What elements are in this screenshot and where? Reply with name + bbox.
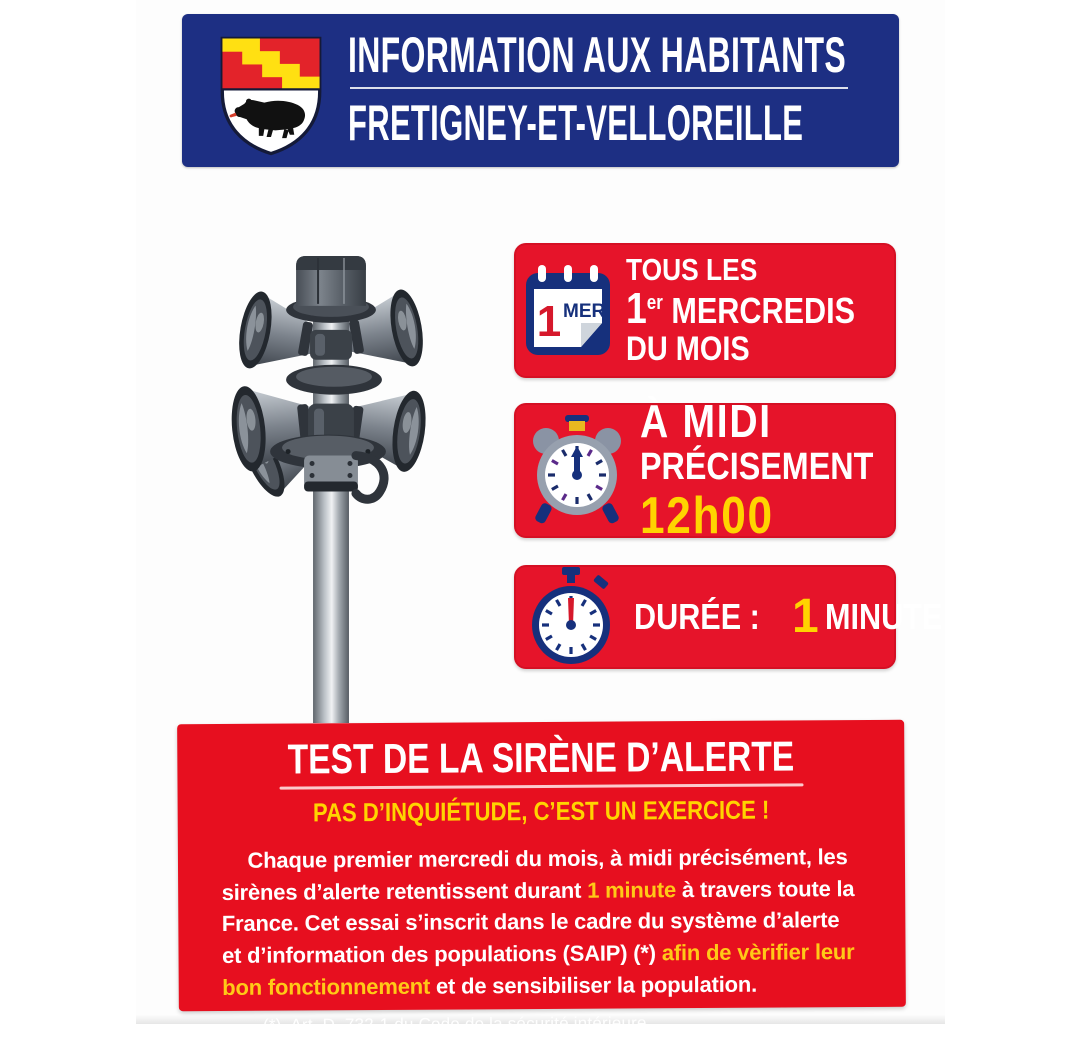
alert-footnote: (*). Art. D. 732-1 du Code de la sécurité intérieure. <box>262 1013 652 1036</box>
banner-text <box>348 28 893 150</box>
alert-title-text: TEST DE LA SIRÈNE D’ALERTE <box>287 732 795 783</box>
alert-paragraph <box>221 841 862 1003</box>
duration-label: DURÉE : <box>634 595 760 637</box>
paragraph-highlight-2: afin de vèrifier leur bon fonctionnement <box>222 939 855 1000</box>
pole-clamp <box>304 456 358 492</box>
when-line1: TOUS LES <box>626 252 758 288</box>
duration-value: 1 <box>792 590 819 643</box>
municipality-name <box>348 96 893 150</box>
calendar-icon <box>524 263 612 359</box>
paragraph-part-1: Chaque premier mercredi du mois, à midi précisément, les sirènes d’alerte retentissent durant <box>221 844 848 905</box>
upper-bracket-highlight <box>315 334 325 356</box>
calendar-weekday: MER <box>563 300 606 322</box>
alert-block <box>177 720 906 1036</box>
shield-chief-steps <box>222 38 319 89</box>
badge-time-text <box>640 397 914 544</box>
when-line2 <box>626 283 856 333</box>
municipality-name-text: FRETIGNEY-ET-VELLOREILLE <box>348 95 804 151</box>
poster-title <box>348 28 893 82</box>
siren-pole-illustration <box>184 244 484 723</box>
paragraph-highlight-1: 1 minute <box>587 876 677 903</box>
badge-duration <box>514 565 943 669</box>
banner-divider <box>350 87 848 89</box>
alert-subtitle <box>178 794 905 829</box>
badge-time <box>514 395 896 545</box>
badge-when-text <box>626 253 895 367</box>
poster-title-text: INFORMATION AUX HABITANTS <box>348 27 847 83</box>
poster <box>136 0 945 1036</box>
stopwatch-icon <box>524 567 618 667</box>
time-line2: PRÉCISEMENT <box>640 445 874 488</box>
coat-of-arms-icon <box>213 34 329 158</box>
alarm-clock-icon <box>524 413 630 529</box>
alert-title-underline <box>279 783 803 789</box>
paragraph-part-2: à travers toute la France. Cet essai s’inscrit dans le cadre du système d’alerte et d’information des populations (SAIP) (*) <box>221 875 855 968</box>
calendar-day: 1 <box>536 296 562 346</box>
mid-collar <box>286 365 382 395</box>
siren-cap <box>286 256 376 323</box>
banner <box>182 14 899 167</box>
when-line3: DU MOIS <box>626 329 750 368</box>
when-ordinal: er <box>646 291 663 314</box>
paragraph-part-3: et de sensibiliser la population. <box>429 971 758 999</box>
badge-duration-text <box>634 590 963 643</box>
alert-title <box>177 733 904 783</box>
when-day-number: 1 <box>626 283 647 333</box>
time-value: 12h00 <box>640 486 774 545</box>
alert-subtitle-text: PAS D’INQUIÉTUDE, C’EST UN EXERCICE ! <box>312 794 770 828</box>
time-line1: À MIDI <box>640 395 772 448</box>
duration-unit: MINUTE <box>824 595 943 637</box>
badge-when <box>514 243 896 378</box>
when-line2-rest: MERCREDIS <box>662 289 856 331</box>
